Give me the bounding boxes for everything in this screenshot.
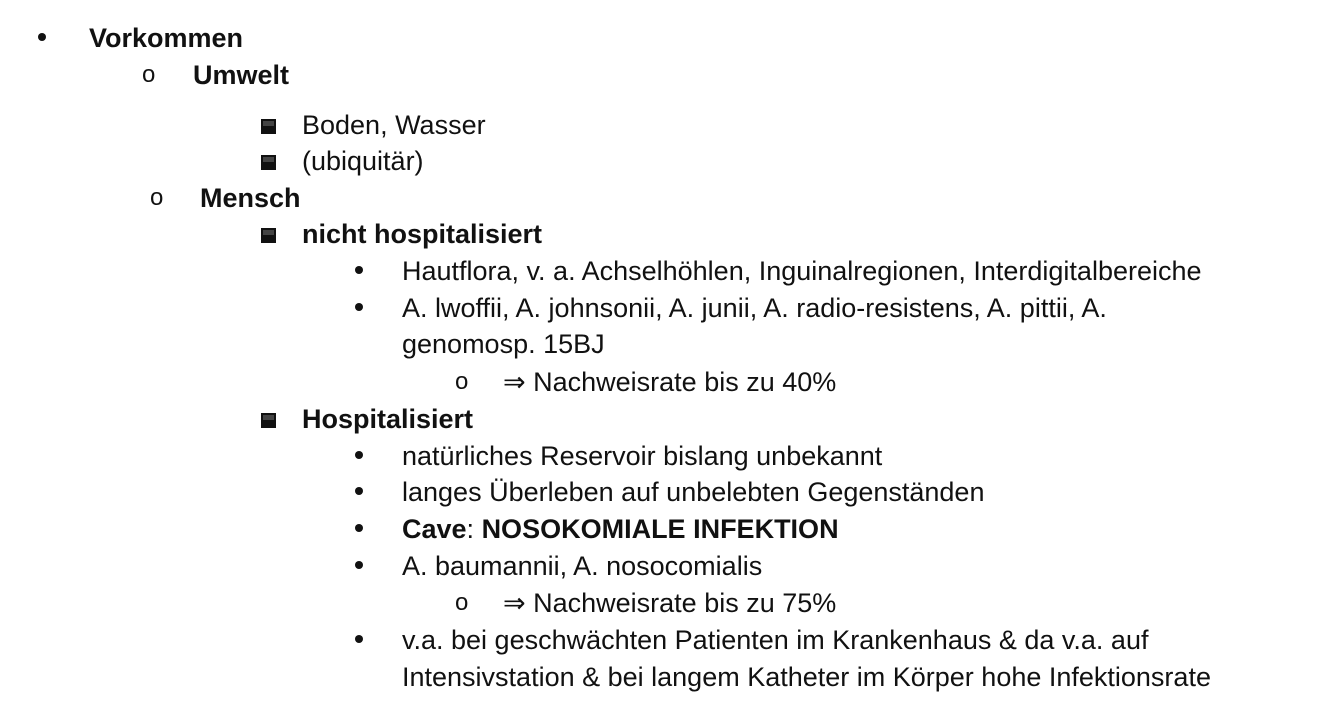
text-hautflora: Hautflora, v. a. Achselhöhlen, Inguinalregionen, Interdigitalbereiche bbox=[402, 256, 1202, 286]
subheading-mensch: Mensch bbox=[200, 183, 301, 213]
text-patienten-line1: v.a. bei geschwächten Patienten im Krankenhaus & da v.a. auf bbox=[402, 625, 1149, 655]
bullet-dot-icon bbox=[355, 303, 363, 311]
bullet-square-icon bbox=[261, 228, 276, 243]
bullet-dot-icon bbox=[38, 33, 46, 41]
bullet-dot-icon bbox=[355, 487, 363, 495]
text-cave bbox=[402, 511, 839, 547]
bullet-square-icon bbox=[261, 413, 276, 428]
bullet-square-icon bbox=[261, 155, 276, 170]
text-nachweis-75: ⇒ Nachweisrate bis zu 75% bbox=[503, 588, 837, 618]
bullet-circle-icon: o bbox=[455, 368, 469, 395]
bullet-dot-icon bbox=[355, 635, 363, 643]
subheading-hospitalisiert: Hospitalisiert bbox=[302, 404, 474, 434]
bullet-dot-icon bbox=[355, 524, 363, 532]
bullet-dot-icon bbox=[355, 451, 363, 459]
heading-vorkommen: Vorkommen bbox=[89, 23, 244, 53]
cave-value: NOSOKOMIALE INFEKTION bbox=[481, 514, 839, 544]
subheading-umwelt: Umwelt bbox=[193, 60, 290, 90]
text-ueberleben: langes Überleben auf unbelebten Gegenständen bbox=[402, 477, 985, 507]
subheading-nicht-hospitalisiert: nicht hospitalisiert bbox=[302, 219, 543, 249]
text-baumannii: A. baumannii, A. nosocomialis bbox=[402, 551, 763, 581]
text-patienten-line2: Intensivstation & bei langem Katheter im Körper hohe Infektionsrate bbox=[402, 662, 1211, 692]
text-ubiquitaer: (ubiquitär) bbox=[302, 146, 424, 176]
bullet-circle-icon: o bbox=[150, 184, 164, 211]
text-reservoir: natürliches Reservoir bislang unbekannt bbox=[402, 441, 883, 471]
bullet-dot-icon bbox=[355, 561, 363, 569]
text-nachweis-40: ⇒ Nachweisrate bis zu 40% bbox=[503, 367, 837, 397]
cave-colon: : bbox=[466, 514, 482, 544]
bullet-circle-icon: o bbox=[142, 61, 156, 88]
bullet-square-icon bbox=[261, 119, 276, 134]
bullet-dot-icon bbox=[355, 266, 363, 274]
bullet-circle-icon: o bbox=[455, 589, 469, 616]
text-species-line1: A. lwoffii, A. johnsonii, A. junii, A. radio-resistens, A. pittii, A. bbox=[402, 293, 1107, 323]
cave-label: Cave bbox=[402, 514, 467, 544]
text-boden-wasser: Boden, Wasser bbox=[302, 110, 486, 140]
text-species-line2: genomosp. 15BJ bbox=[402, 329, 605, 359]
